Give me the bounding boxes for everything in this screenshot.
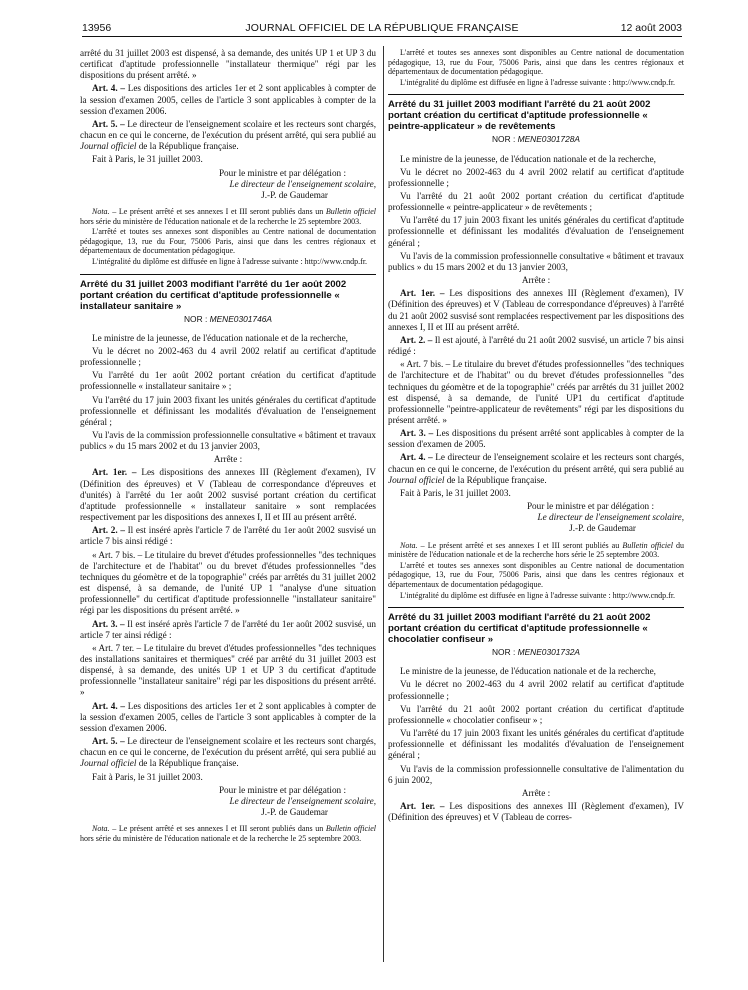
decree-title: Arrêté du 31 juillet 2003 modifiant l'arrêté du 21 août 2002 portant création du certificat d'aptitude professionnelle « chocolatier confiseur » — [388, 612, 651, 646]
fait-a-paris: Fait à Paris, le 31 juillet 2003. — [400, 487, 511, 498]
article-2: Art. 2. – Il est inséré après l'article 7 de l'arrêté du 1er août 2002 susvisé un article 7 bis ainsi rédigé : — [80, 525, 376, 547]
article-5: Art. 5. – Le directeur de l'enseignement scolaire et les recteurs sont chargés, chacun en ce qui le concerne, de l'exécution du présent arrêté, qui sera publié au Journal officiel de la République française. — [80, 736, 376, 769]
minister-clause: Le ministre de la jeunesse, de l'éducation nationale et de la recherche, — [92, 332, 348, 343]
article-3: Art. 3. – Il est inséré après l'article 7 de l'arrêté du 1er août 2002 susvisé, un article 7 ter ainsi rédigé : — [80, 618, 376, 640]
signatory-name: J.-P. de Gaudemar — [261, 189, 328, 200]
note-online: L'intégralité du diplôme est diffusée en ligne à l'adresse suivante : http://www.cndp.fr. — [92, 257, 368, 266]
nota: Nota. – Le présent arrêté et ses annexes I et III seront publiés au Bulletin officiel du ministère de l'éducation nationale et de la recherche hors série le 25 septembre 2003. — [388, 540, 685, 560]
signature-title: Le directeur de l'enseignement scolaire, — [229, 178, 376, 189]
vu-clause: Vu l'avis de la commission professionnelle consultative « bâtiment et travaux publics » du 15 mars 2002 et du 13 janvier 2003, — [388, 250, 684, 272]
left-column — [80, 48, 376, 844]
nor-reference: NOR : MENE0301728A — [492, 134, 580, 145]
article-4: Art. 4. – Les dispositions des articles 1er et 2 sont applicables à compter de la session d'examen 2005, celles de l'article 3 sont applicables à compter de la session d'examen 2006. — [80, 700, 376, 733]
nota: Nota. – Le présent arrêté et ses annexes I et III seront publiés dans un Bulletin officiel hors série du ministère de l'éducation nationale et de la recherche le 25 septembre 2003. — [80, 824, 377, 843]
arrete-heading: Arrête : — [213, 454, 243, 465]
article-4: Art. 4. – Les dispositions des articles 1er et 2 sont applicables à compter de la session d'examen 2005, celles de l'article 3 sont applicables à compter de la session d'examen 2006. — [80, 83, 376, 116]
article-7-bis: « Art. 7 bis. – Le titulaire du brevet d'études professionnelles "des techniques de l'architecture et de l'habitat" ou du brevet d'études professionnelles "des techniques du géomètre et de la topographie" créés par arrêtés du 31 juillet 2002 est dispensé, à sa demande, de l'unité UP1 du certificat d'aptitude professionnelle "peintre-applicateur de revêtements" régi par les dispositions du présent arrêté. » — [388, 359, 684, 425]
vu-clause: Vu l'avis de la commission professionnelle consultative de l'alimentation du 6 juin 2002, — [388, 763, 684, 785]
article-1: Art. 1er. – Les dispositions des annexes III (Règlement d'examen), IV (Définition des épreuves) et V (Tableau de corres- — [388, 800, 684, 823]
article-1: Art. 1er. – Les dispositions des annexes III (Règlement d'examen), IV (Définition des épreuves) et V (Tableau de correspondance d'épreuves) à l'arrêté du 21 août 2002 susvisé sont remplacées respectivement par les dispositions des annexes I, II et III au présent arrêté. — [388, 288, 684, 332]
fait-a-paris: Fait à Paris, le 31 juillet 2003. — [92, 771, 203, 782]
issue-date: 12 août 2003 — [620, 22, 682, 34]
vu-clause: Vu le décret no 2002-463 du 4 avril 2002 relatif au certificat d'aptitude professionnelle ; — [80, 345, 376, 368]
vu-clause: Vu le décret no 2002-463 du 4 avril 2002 relatif au certificat d'aptitude professionnelle ; — [388, 679, 684, 701]
signature-line: Pour le ministre et par délégation : — [218, 784, 346, 795]
article-7-ter: « Art. 7 ter. – Le titulaire du brevet d'études professionnelles "des techniques des installations sanitaires et thermiques" créé par arrêté du 31 juillet 2003 est dispensé, à sa demande, des unités UP 1 et UP 3 du certificat d'aptitude professionnelle "installateur sanitaire" régi par les dispositions du présent arrêté. » — [80, 642, 376, 698]
page-header — [82, 20, 682, 37]
section-separator — [388, 607, 684, 608]
nota: Nota. – Le présent arrêté et ses annexes I et III seront publiés dans un Bulletin officiel hors série du ministère de l'éducation nationale et de la recherche le 25 septembre 2003. — [80, 207, 377, 226]
vu-clause: Vu l'arrêté du 21 août 2002 portant création du certificat d'aptitude professionnelle « peintre-applicateur » de revêtements ; — [388, 191, 684, 213]
signature-line: Pour le ministre et par délégation : — [218, 167, 346, 178]
section-separator — [388, 94, 684, 95]
right-column — [388, 48, 684, 825]
journal-title: JOURNAL OFFICIEL DE LA RÉPUBLIQUE FRANÇAISE — [245, 22, 519, 34]
article-1: Art. 1er. – Les dispositions des annexes III (Règlement d'examen), IV (Définition des épreuves) et V (Tableau de correspondance d'épreuves et d'unités) à l'arrêté du 1er août 2002 susvisé portant création du certificat d'aptitude professionnelle « installateur sanitaire » sont remplacées respectivement par les dispositions des annexes I, II et III au présent arrêté. — [80, 467, 376, 523]
vu-clause: Vu l'arrêté du 17 juin 2003 fixant les unités générales du certificat d'aptitude professionnelle et définissant les modalités d'évaluation de l'enseignement général ; — [388, 215, 684, 248]
fait-a-paris: Fait à Paris, le 31 juillet 2003. — [92, 154, 203, 165]
note-availability: L'arrêté et toutes ses annexes sont disponibles au Centre national de documentation pédagogique, 13, rue du Four, 75006 Paris, ainsi que dans les centres régionaux et départementaux de documentation pédagogique. — [388, 560, 684, 589]
article-label: Art. 5. – — [92, 118, 125, 129]
arrete-heading: Arrête : — [521, 275, 551, 286]
article-2: Art. 2. – Il est ajouté, à l'arrêté du 21 août 2002 susvisé, un article 7 bis ainsi rédigé : — [388, 334, 684, 357]
arrete-heading: Arrête : — [521, 787, 551, 798]
vu-clause: Vu l'avis de la commission professionnelle consultative « bâtiment et travaux publics » du 15 mars 2002 et du 13 janvier 2003, — [80, 430, 376, 452]
continued-text: arrêté du 31 juillet 2003 est dispensé, à sa demande, des unités UP 1 et UP 3 du certificat d'aptitude professionnelle "installateur thermique" régi par les dispositions du présent arrêté. » — [80, 48, 376, 81]
signature-title: Le directeur de l'enseignement scolaire, — [229, 795, 376, 806]
decree-title: Arrêté du 31 juillet 2003 modifiant l'arrêté du 21 août 2002 portant création du certificat d'aptitude professionnelle « peintre-applicateur » de revêtements — [388, 99, 651, 133]
decree-title: Arrêté du 31 juillet 2003 modifiant l'arrêté du 1er août 2002 portant création du certificat d'aptitude professionnelle « installateur sanitaire » — [80, 278, 347, 312]
column-divider — [383, 46, 384, 962]
signature-line: Pour le ministre et par délégation : — [526, 501, 654, 512]
article-3: Art. 3. – Les dispositions du présent arrêté sont applicables à compter de la session d'examen de 2005. — [388, 428, 684, 450]
note-availability: L'arrêté et toutes ses annexes sont disponibles au Centre national de documentation pédagogique, 13, rue du Four, 75006 Paris, ainsi que dans les centres régionaux et départementaux de documentation pédagogique. — [80, 227, 376, 256]
article-label: Art. 4. – — [92, 83, 125, 94]
vu-clause: Vu l'arrêté du 21 août 2002 portant création du certificat d'aptitude professionnelle « chocolatier confiseur » ; — [388, 703, 684, 725]
signatory-name: J.-P. de Gaudemar — [261, 807, 328, 817]
nor-reference: NOR : MENE0301732A — [492, 647, 580, 658]
section-separator — [80, 274, 376, 275]
vu-clause: Vu l'arrêté du 1er août 2002 portant création du certificat d'aptitude professionnelle « installateur sanitaire » ; — [80, 370, 376, 392]
article-5: Art. 5. – Le directeur de l'enseignement scolaire et les recteurs sont chargés, chacun en ce qui le concerne, de l'exécution du présent arrêté, qui sera publié au Journal officiel de la République française. — [80, 118, 376, 152]
signatory-name: J.-P. de Gaudemar — [569, 523, 636, 534]
vu-clause: Vu l'arrêté du 17 juin 2003 fixant les unités générales du certificat d'aptitude professionnelle et définissant les modalités d'évaluation de l'enseignement général ; — [80, 394, 376, 427]
nor-reference: NOR : MENE0301746A — [184, 313, 272, 324]
vu-clause: Vu le décret no 2002-463 du 4 avril 2002 relatif au certificat d'aptitude professionnelle ; — [388, 166, 684, 188]
article-7-bis: « Art. 7 bis. – Le titulaire du brevet d'études professionnelles "des techniques de l'architecture et de l'habitat" ou du brevet d'études professionnelles "des techniques du géomètre et de la topographie" créés par arrêtés du 31 juillet 2002 est dispensé, à sa demande, de l'unité UP 1 "analyse d'une situation professionnelle" du certificat d'aptitude professionnelle "installateur sanitaire" régi par les dispositions du présent arrêté. » — [80, 549, 376, 616]
vu-clause: Vu l'arrêté du 17 juin 2003 fixant les unités générales du certificat d'aptitude professionnelle et définissant les modalités d'évaluation de l'enseignement général ; — [388, 728, 684, 761]
page-number: 13956 — [82, 22, 112, 34]
signature-title: Le directeur de l'enseignement scolaire, — [537, 512, 684, 523]
minister-clause: Le ministre de la jeunesse, de l'éducation nationale et de la recherche, — [400, 666, 656, 677]
article-4: Art. 4. – Le directeur de l'enseignement scolaire et les recteurs sont chargés, chacun en ce qui le concerne, de l'exécution du présent arrêté, qui sera publié au Journal officiel de la République française. — [388, 452, 684, 485]
minister-clause: Le ministre de la jeunesse, de l'éducation nationale et de la recherche, — [400, 153, 656, 164]
note-availability: L'arrêté et toutes ses annexes sont disponibles au Centre national de documentation pédagogique, 13, rue du Four, 75006 Paris, ainsi que dans les centres régionaux et départementaux de documentation pédagogique. — [388, 48, 684, 77]
note-online: L'intégralité du diplôme est diffusée en ligne à l'adresse suivante : http://www.cndp.fr. — [400, 77, 676, 87]
note-online: L'intégralité du diplôme est diffusée en ligne à l'adresse suivante : http://www.cndp.fr. — [400, 590, 676, 600]
